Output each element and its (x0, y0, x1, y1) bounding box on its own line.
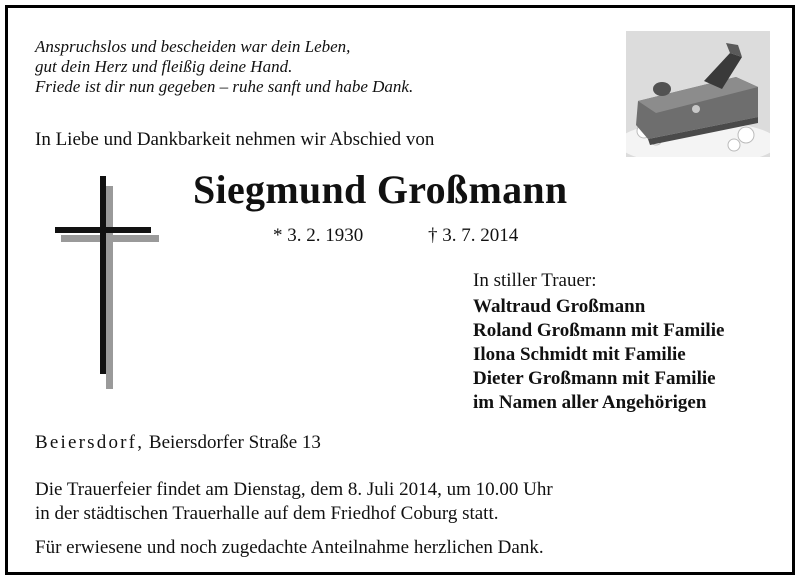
poem (35, 37, 413, 97)
poem-line: Anspruchslos und bescheiden war dein Leben, (35, 37, 351, 56)
mourner-name: Dieter Großmann mit Familie (473, 368, 716, 389)
mourner-name: im Namen aller Angehörigen (473, 392, 707, 413)
death-date: † 3. 7. 2014 (428, 225, 519, 246)
address-place: Beiersdorf, (35, 432, 145, 453)
mourning-heading: In stiller Trauer: (473, 270, 597, 291)
cross-icon (48, 176, 168, 396)
obituary-notice (5, 5, 795, 575)
funeral-line: Die Trauerfeier findet am Dienstag, dem 8. Juli 2014, um 10.00 Uhr (35, 479, 553, 500)
mourners-list (473, 295, 724, 415)
mourner-name: Ilona Schmidt mit Familie (473, 344, 686, 365)
plane-tool-image (626, 31, 770, 157)
birth-date: * 3. 2. 1930 (273, 225, 364, 246)
intro-text: In Liebe und Dankbarkeit nehmen wir Abschied von (35, 129, 435, 150)
mourner-name: Roland Großmann mit Familie (473, 320, 725, 341)
deceased-name: Siegmund Großmann (193, 167, 568, 212)
funeral-line: in der städtischen Trauerhalle auf dem Friedhof Coburg statt. (35, 503, 499, 524)
poem-line: Friede ist dir nun gegeben – ruhe sanft und habe Dank. (35, 77, 414, 96)
memorial-photo (626, 31, 770, 157)
poem-line: gut dein Herz und fleißig deine Hand. (35, 57, 293, 76)
mourner-name: Waltraud Großmann (473, 296, 646, 317)
thanks-text: Für erwiesene und noch zugedachte Anteilnahme herzlichen Dank. (35, 537, 544, 558)
funeral-info (35, 478, 553, 526)
address-street: Beiersdorfer Straße 13 (148, 432, 321, 453)
address (35, 432, 321, 454)
